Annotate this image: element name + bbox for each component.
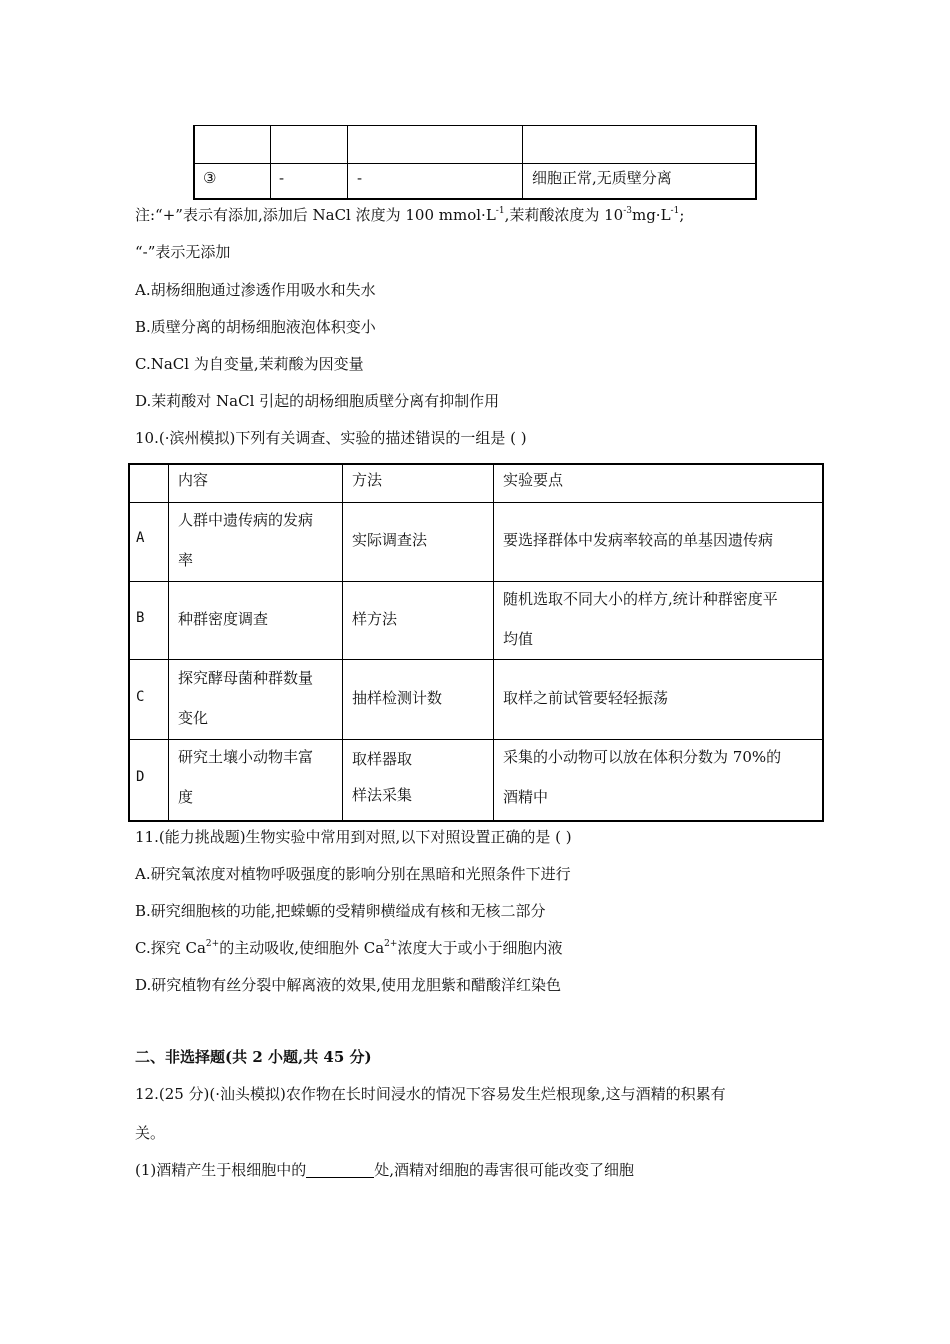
row-points: 采集的小动物可以放在体积分数为 70%的 [503,748,782,766]
row-content: 率 [178,551,194,569]
row-label: B [136,610,145,626]
row-method: 实际调查法 [352,531,428,549]
cell-col2: - [279,169,285,187]
row-method: 样法采集 [352,786,413,804]
section-heading: 二、非选择题(共 2 小题,共 45 分) [135,1048,372,1066]
row-method: 样方法 [352,610,398,628]
option-a: A.胡杨细胞通过渗透作用吸水和失水 [135,281,376,299]
row-label: C [136,689,145,705]
row-points: 酒精中 [503,788,549,806]
row-label: D [136,769,145,785]
cell-col3: - [357,169,363,187]
row-content: 探究酵母菌种群数量 [178,669,314,687]
table-note-2: “-”表示无添加 [135,243,231,261]
table-note: 注:“+”表示有添加,添加后 NaCl 浓度为 100 $mmol\cdot L^{-1}$,茉莉酸浓度为 $10^{-3}mg\cdot L^{-1}$; [135,206,685,224]
option-d: D.研究植物有丝分裂中解离液的效果,使用龙胆紫和醋酸洋红染色 [135,976,562,994]
row-content: 变化 [178,709,209,727]
question-12-part1: (1)酒精产生于根细胞中的 处,酒精对细胞的毒害很可能改变了细胞 [135,1161,635,1179]
cell-result: 细胞正常,无质壁分离 [532,169,672,187]
row-label: ③ [203,169,217,187]
option-d: D.茉莉酸对 NaCl 引起的胡杨细胞质壁分离有抑制作用 [135,392,500,410]
option-a: A.研究氧浓度对植物呼吸强度的影响分别在黑暗和光照条件下进行 [135,865,571,883]
question-10-stem: 10.(·滨州模拟)下列有关调查、实验的描述错误的一组是 ( ) [135,429,527,447]
row-points: 要选择群体中发病率较高的单基因遗传病 [503,531,774,549]
row-label: A [136,530,145,546]
option-c: C.探究 $Ca^{2+}$的主动吸收,使细胞外 $Ca^{2+}$浓度大于或小于细胞内液 [135,939,563,957]
header-content: 内容 [178,471,209,489]
question-10-table [128,463,824,822]
row-points: 均值 [503,630,534,648]
top-table-fragment [193,125,757,200]
row-points: 随机选取不同大小的样方,统计种群密度平 [503,590,778,608]
row-content: 种群密度调查 [178,610,269,628]
answer-blank[interactable] [306,1161,374,1178]
row-method: 抽样检测计数 [352,689,443,707]
option-c: C.NaCl 为自变量,茉莉酸为因变量 [135,355,364,373]
header-method: 方法 [352,471,383,489]
row-content: 人群中遗传病的发病 [178,511,314,529]
row-points: 取样之前试管要轻轻振荡 [503,689,669,707]
row-method: 取样器取 [352,750,413,768]
question-12-stem-cont: 关。 [135,1124,166,1142]
row-content: 度 [178,788,194,806]
header-points: 实验要点 [503,471,564,489]
question-12-stem: 12.(25 分)(·汕头模拟)农作物在长时间浸水的情况下容易发生烂根现象,这与酒精的积累有 [135,1085,726,1103]
option-b: B.研究细胞核的功能,把蝾螈的受精卵横缢成有核和无核二部分 [135,902,546,920]
row-content: 研究土壤小动物丰富 [178,748,314,766]
question-11-stem: 11.(能力挑战题)生物实验中常用到对照,以下对照设置正确的是 ( ) [135,828,572,846]
option-b: B.质壁分离的胡杨细胞液泡体积变小 [135,318,376,336]
